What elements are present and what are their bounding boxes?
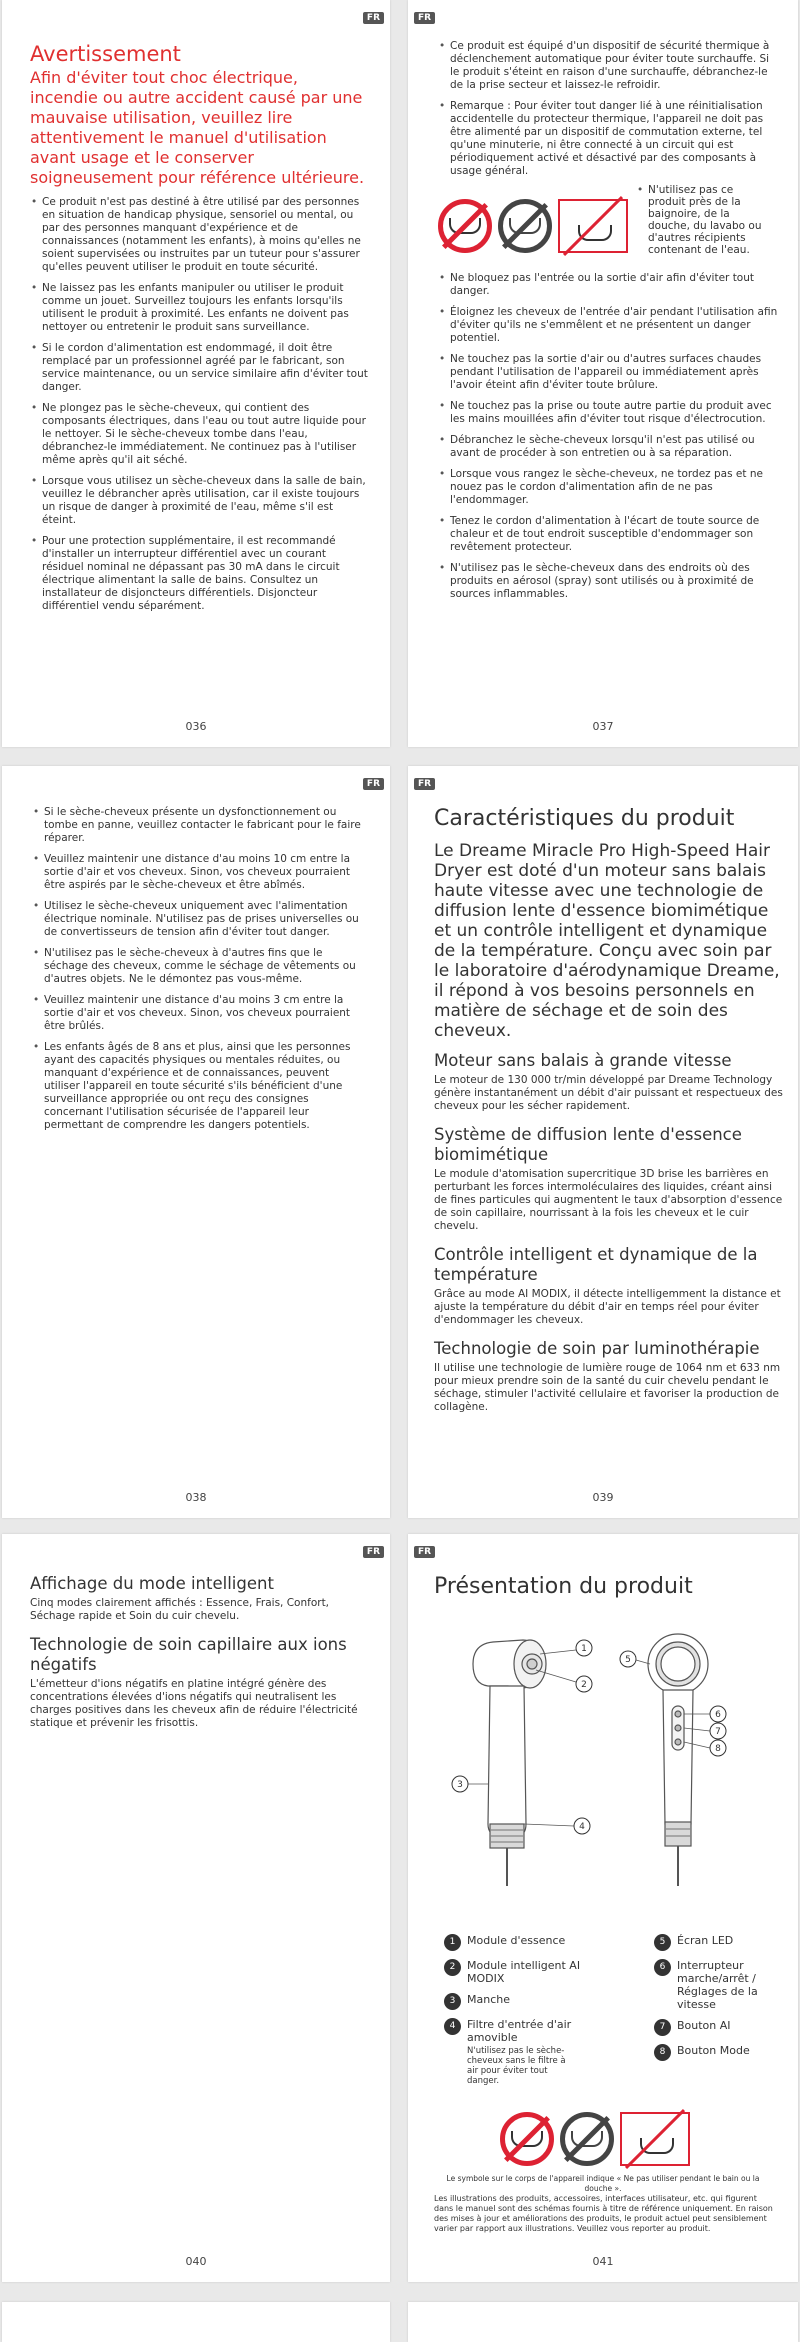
- list-item: • Débranchez le sèche-cheveux lorsqu'il n'est pas utilisé ou avant de procéder à son entretien ou à sa réparation.: [438, 434, 778, 460]
- page-title: Caractéristiques du produit: [434, 806, 735, 831]
- language-badge: FR: [363, 1546, 384, 1558]
- list-item: • Si le cordon d'alimentation est endommagé, il doit être remplacé par un professionnel agréé par le fabricant, son service maintenance, ou un service similaire afin d'éviter tout danger.: [30, 342, 370, 394]
- legend-item: 8 Bouton Mode: [654, 2044, 774, 2061]
- list-item: • Ce produit n'est pas destiné à être utilisé par des personnes en situation de handicap physique, sensoriel ou mental, ou par des personnes manquant d'expérience et de connaissances (notamment les enfants), à moins qu'elles ne soient supervisées ou instruites par un tuteur pour s'assurer qu'elles peuvent utiliser le produit en toute sécurité.: [30, 196, 370, 274]
- disclaimer: Les illustrations des produits, accessoires, interfaces utilisateur, etc. qui figurent dans le manuel sont des schémas fournis à titre de référence uniquement. En raison des mises à jour et améliorations des produits, le produit actuel peut sensiblement varier par rapport aux illustrations. Veuillez vous reporter au produit.: [434, 2194, 773, 2233]
- section-text: Cinq modes clairement affichés : Essence, Frais, Confort, Séchage rapide et Soin du cuir chevelu.: [30, 1597, 330, 1622]
- list-item: • Éloignez les cheveux de l'entrée d'air pendant l'utilisation afin d'éviter qu'ils ne s'emmêlent et ne présentent un danger potentiel.: [438, 306, 778, 345]
- list-item: • Lorsque vous rangez le sèche-cheveux, ne tordez pas et ne nouez pas le cordon d'alimentation afin de ne pas l'endommager.: [438, 468, 778, 507]
- page-number: 040: [185, 2255, 207, 2268]
- safety-pictograms: [500, 2112, 690, 2166]
- no-bath-icon: [500, 2112, 554, 2166]
- language-badge: FR: [363, 778, 384, 790]
- warning-list: [30, 196, 370, 613]
- language-badge: FR: [414, 1546, 435, 1558]
- callout-7: 7: [715, 1727, 721, 1737]
- list-item: • Veuillez maintenir une distance d'au moins 3 cm entre la sortie d'air et vos cheveux. Sinon, vos cheveux pourraient être brûlés.: [32, 994, 362, 1033]
- callout-6: 6: [715, 1710, 721, 1720]
- lead-paragraph: Le Dreame Miracle Pro High-Speed Hair Dryer est doté d'un moteur sans balais haute vitesse avec une technologie de diffusion lente d'essence biomimétique et un contrôle intelligent et dynamique de la température. Conçu avec soin par le laboratoire d'aérodynamique Dreame, il répond à vos besoins personnels en matière de séchage et de soin des cheveux.: [434, 841, 780, 1041]
- symbol-note: Le symbole sur le corps de l'appareil indique « Ne pas utiliser pendant le bain ou la douche ».: [446, 2174, 760, 2193]
- callout-4: 4: [579, 1822, 585, 1832]
- page-title: Présentation du produit: [434, 1574, 693, 1599]
- list-item: • Tenez le cordon d'alimentation à l'écart de toute source de chaleur et de tout endroit susceptible d'endommager son revêtement protecteur.: [438, 515, 778, 554]
- list-item: • Utilisez le sèche-cheveux uniquement avec l'alimentation électrique nominale. N'utilisez pas de prises universelles ou de convertisseurs de tension afin d'éviter tout danger.: [32, 900, 362, 939]
- section-heading: Système de diffusion lente d'essence biomimétique: [434, 1125, 742, 1164]
- list-item: • Ne touchez pas la sortie d'air ou d'autres surfaces chaudes pendant l'utilisation de l'appareil ou immédiatement après l'avoir éteint afin d'éviter toute brûlure.: [438, 353, 778, 392]
- callout-5: 5: [625, 1655, 631, 1665]
- legend-item: 1 Module d'essence: [444, 1934, 594, 1951]
- page-039: [408, 766, 798, 1518]
- page-038: [2, 766, 390, 1518]
- list-item: • N'utilisez pas le sèche-cheveux à d'autres fins que le séchage des cheveux, comme le séchage de vêtements ou d'autres objets. Ne le démontez pas vous-même.: [32, 947, 362, 986]
- page-number: 037: [592, 720, 614, 733]
- legend-item: 3 Manche: [444, 1993, 594, 2010]
- warning-subtitle: Afin d'éviter tout choc électrique, incendie ou autre accident causé par une mauvaise utilisation, veuillez lire attentivement le manuel d'utilisation avant usage et le conserver soigneusement pour référence ultérieure.: [30, 68, 365, 187]
- list-item: • Ne bloquez pas l'entrée ou la sortie d'air afin d'éviter tout danger.: [438, 272, 778, 298]
- no-shower-icon: [498, 199, 552, 253]
- section-heading: Contrôle intelligent et dynamique de la température: [434, 1245, 758, 1284]
- section-heading: Moteur sans balais à grande vitesse: [434, 1051, 732, 1070]
- list-item: • Ne plongez pas le sèche-cheveux, qui contient des composants électriques, dans l'eau ou tout autre liquide pour le nettoyer. Si le sèche-cheveux tombe dans l'eau, débranchez-le immédiatement. Ne continuez pas à l'utiliser même après qu'il ait séché.: [30, 402, 370, 467]
- page-next-left: [2, 2302, 390, 2342]
- parts-legend: [444, 1934, 774, 2086]
- page-037: [408, 0, 798, 747]
- legend-item: 6 Interrupteur marche/arrêt / Réglages de la vitesse: [654, 1959, 774, 2011]
- section-heading: Technologie de soin par luminothérapie: [434, 1339, 760, 1358]
- language-badge: FR: [414, 12, 435, 24]
- warning-title: Avertissement: [30, 42, 181, 66]
- legend-item: 7 Bouton AI: [654, 2019, 774, 2036]
- page-number: 038: [185, 1491, 207, 1504]
- page-040: [2, 1534, 390, 2282]
- section-text: Il utilise une technologie de lumière rouge de 1064 nm et 633 nm pour mieux prendre soin de la santé du cuir chevelu pendant le séchage, stimuler l'activité cellulaire et favoriser la production de collagène.: [434, 1362, 781, 1413]
- list-item: • Si le sèche-cheveux présente un dysfonctionnement ou tombe en panne, veuillez contacter le fabricant pour le faire réparer.: [32, 806, 362, 845]
- no-bathtub-warning-icon: [620, 2112, 690, 2166]
- callout-8: 8: [715, 1744, 721, 1754]
- legend-item: 2 Module intelligent AI MODIX: [444, 1959, 594, 1985]
- language-badge: FR: [363, 12, 384, 24]
- callout-3: 3: [457, 1780, 463, 1790]
- section-heading: Affichage du mode intelligent: [30, 1574, 274, 1593]
- no-bathtub-warning-icon: [558, 199, 628, 253]
- page-041: [408, 1534, 798, 2282]
- list-item: • Pour une protection supplémentaire, il est recommandé d'installer un interrupteur différentiel avec un courant résiduel nominal ne dépassant pas 30 mA dans le circuit électrique alimentant la salle de bains. Consultez un installateur de disjoncteurs différentiels. Disjoncteur différentiel vendu séparément.: [30, 535, 370, 613]
- list-item: • Ne laissez pas les enfants manipuler ou utiliser le produit comme un jouet. Surveillez toujours les enfants lorsqu'ils utilisent le produit à proximité. Les enfants ne doivent pas nettoyer ou entretenir le produit sans surveillance.: [30, 282, 370, 334]
- list-item: • Ne touchez pas la prise ou toute autre partie du produit avec les mains mouillées afin d'éviter tout risque d'électrocution.: [438, 400, 778, 426]
- page-next-right: [408, 2302, 798, 2342]
- dryer-side-view: [473, 1640, 546, 1886]
- page-number: 036: [185, 720, 207, 733]
- callout-1: 1: [581, 1644, 587, 1654]
- no-bath-icon: [438, 199, 492, 253]
- section-text: Le module d'atomisation supercritique 3D brise les barrières en perturbant les forces intermoléculaires des liquides, créant ainsi de fines particules qui augmentent le taux d'absorption d'essence de soin capillaire, nourrissant à la fois les cheveux et le cuir chevelu.: [434, 1168, 783, 1232]
- product-diagram: [428, 1624, 778, 1924]
- list-item: • N'utilisez pas le sèche-cheveux dans des endroits où des produits en aérosol (spray) sont utilisés ou à proximité de sources inflammables.: [438, 562, 778, 601]
- page-number: 041: [592, 2255, 614, 2268]
- section-text: Grâce au mode AI MODIX, il détecte intelligemment la distance et ajuste la température du débit d'air en temps réel pour éviter d'endommager les cheveux.: [434, 1288, 781, 1326]
- list-item: • Ce produit est équipé d'un dispositif de sécurité thermique à déclenchement automatique pour éviter toute surchauffe. Si le produit s'éteint en raison d'une surchauffe, débranchez-le de la prise secteur et laissez-le refroidir.: [438, 40, 778, 92]
- list-item: • Les enfants âgés de 8 ans et plus, ainsi que les personnes ayant des capacités physiques ou mentales réduites, ou manquant d'expérience et de connaissances, peuvent utiliser l'appareil en toute sécurité s'ils bénéficient d'une surveillance appropriée ou ont reçu des consignes concernant l'utilisation sécurisée de l'appareil leur permettant de comprendre les dangers potentiels.: [32, 1041, 362, 1132]
- legend-item: 4 Filtre d'entrée d'air amovible: [444, 2018, 594, 2044]
- safety-pictograms: [438, 188, 628, 264]
- language-badge: FR: [414, 778, 435, 790]
- section-text: Le moteur de 130 000 tr/min développé par Dreame Technology génère instantanément un débit d'air puissant et respectueux des cheveux pour les sécher rapidement.: [434, 1074, 783, 1112]
- callout-2: 2: [581, 1680, 587, 1690]
- filter-note: N'utilisez pas le sèche-cheveux sans le filtre à air pour éviter tout danger.: [467, 2046, 566, 2086]
- page-number: 039: [592, 1491, 614, 1504]
- list-item: • Veuillez maintenir une distance d'au moins 10 cm entre la sortie d'air et vos cheveux. Sinon, vos cheveux pourraient être aspirés par le sèche-cheveux et être abîmés.: [32, 853, 362, 892]
- list-item: • Remarque : Pour éviter tout danger lié à une réinitialisation accidentelle du protecteur thermique, l'appareil ne doit pas être alimenté par un dispositif de commutation externe, tel qu'une minuterie, ni être connecté à un circuit qui est périodiquement activé et désactivé par des composants à usage général.: [438, 100, 778, 178]
- section-text: L'émetteur d'ions négatifs en platine intégré génère des concentrations élevées d'ions négatifs qui neutralisent les charges positives dans les cheveux afin de réduire l'électricité statique et prévenir les frisottis.: [30, 1678, 358, 1729]
- section-heading: Technologie de soin capillaire aux ions négatifs: [30, 1635, 347, 1674]
- legend-item: 5 Écran LED: [654, 1934, 774, 1951]
- dryer-front-view: [648, 1634, 708, 1886]
- list-item: • Lorsque vous utilisez un sèche-cheveux dans la salle de bain, veuillez le débrancher après utilisation, car il existe toujours un risque de danger à proximité de l'eau, même s'il est éteint.: [30, 475, 370, 527]
- icon-note: • N'utilisez pas ce produit près de la baignoire, de la douche, du lavabo ou d'autres récipients contenant de l'eau.: [636, 184, 766, 256]
- no-shower-icon: [560, 2112, 614, 2166]
- page-036: [2, 0, 390, 747]
